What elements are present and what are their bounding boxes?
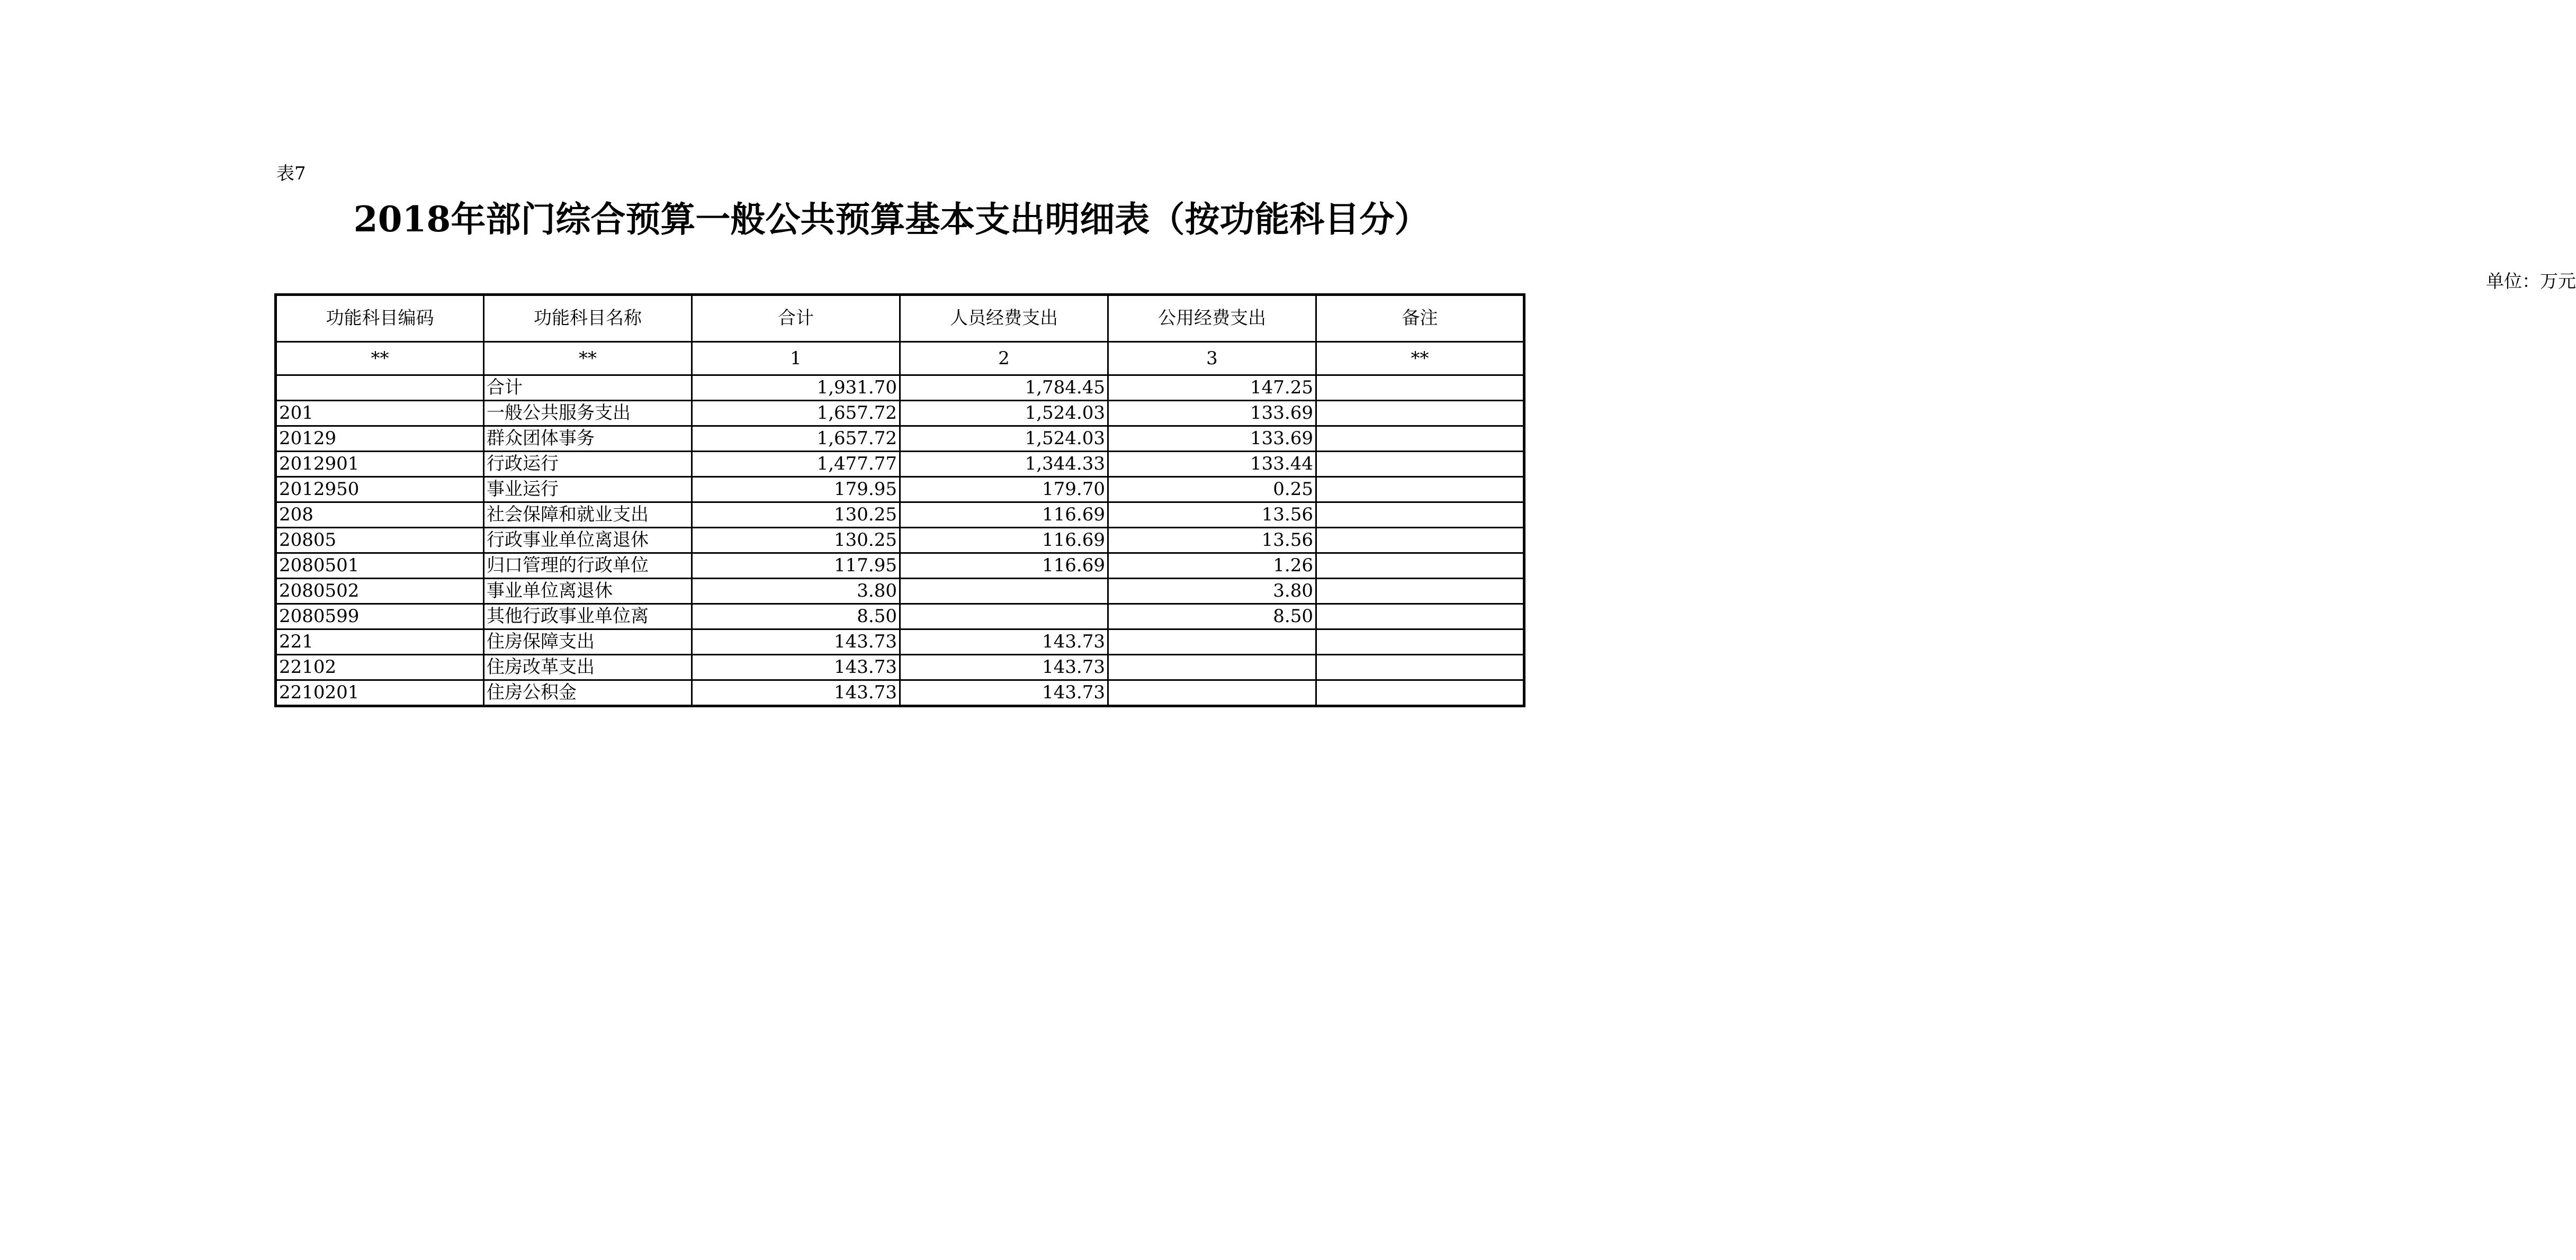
- cell-personnel: 143.73: [900, 655, 1108, 680]
- cell-code: 22102: [276, 655, 484, 680]
- cell-personnel: 179.70: [900, 477, 1108, 502]
- cell-personnel: 143.73: [900, 680, 1108, 706]
- index-cell: 1: [692, 342, 900, 375]
- cell-public: 13.56: [1108, 502, 1316, 528]
- cell-total: 117.95: [692, 553, 900, 579]
- cell-total: 143.73: [692, 655, 900, 680]
- cell-public: [1108, 680, 1316, 706]
- cell-note: [1316, 426, 1524, 452]
- table-row: [276, 375, 1524, 401]
- cell-name: 一般公共服务支出: [484, 401, 692, 426]
- cell-personnel: 1,784.45: [900, 375, 1108, 401]
- cell-total: 143.73: [692, 629, 900, 655]
- cell-public: [1108, 629, 1316, 655]
- cell-total: 1,931.70: [692, 375, 900, 401]
- table-row: [276, 452, 1524, 477]
- table-number-label: 表7: [276, 163, 306, 184]
- cell-code: 20805: [276, 528, 484, 553]
- cell-name: 住房公积金: [484, 680, 692, 706]
- cell-name: 住房改革支出: [484, 655, 692, 680]
- cell-total: 3.80: [692, 579, 900, 604]
- cell-public: 0.25: [1108, 477, 1316, 502]
- cell-note: [1316, 401, 1524, 426]
- cell-code: 20129: [276, 426, 484, 452]
- cell-name: 其他行政事业单位离: [484, 604, 692, 629]
- table-row: [276, 502, 1524, 528]
- cell-total: 1,657.72: [692, 401, 900, 426]
- cell-total: 143.73: [692, 680, 900, 706]
- cell-note: [1316, 680, 1524, 706]
- cell-note: [1316, 553, 1524, 579]
- table-row: [276, 528, 1524, 553]
- cell-note: [1316, 604, 1524, 629]
- cell-note: [1316, 528, 1524, 553]
- table-row: [276, 553, 1524, 579]
- cell-total: 179.95: [692, 477, 900, 502]
- cell-code: 201: [276, 401, 484, 426]
- cell-public: 133.44: [1108, 452, 1316, 477]
- cell-note: [1316, 452, 1524, 477]
- header-note: 备注: [1316, 295, 1524, 342]
- cell-personnel: [900, 604, 1108, 629]
- page-title: 2018年部门综合预算一般公共预算基本支出明细表（按功能科目分）: [353, 199, 1430, 240]
- cell-note: [1316, 579, 1524, 604]
- cell-code: 2210201: [276, 680, 484, 706]
- cell-total: 130.25: [692, 528, 900, 553]
- cell-total: 1,477.77: [692, 452, 900, 477]
- cell-name: 住房保障支出: [484, 629, 692, 655]
- cell-personnel: 1,524.03: [900, 401, 1108, 426]
- cell-note: [1316, 375, 1524, 401]
- cell-name: 事业单位离退休: [484, 579, 692, 604]
- table-row: [276, 655, 1524, 680]
- cell-name: 社会保障和就业支出: [484, 502, 692, 528]
- table-row: [276, 604, 1524, 629]
- index-cell: **: [1316, 342, 1524, 375]
- table-body: [276, 375, 1524, 706]
- unit-label: 单位：万元: [2486, 271, 2576, 292]
- cell-name: 合计: [484, 375, 692, 401]
- cell-public: [1108, 655, 1316, 680]
- cell-personnel: 116.69: [900, 502, 1108, 528]
- cell-total: 1,657.72: [692, 426, 900, 452]
- cell-public: 147.25: [1108, 375, 1316, 401]
- cell-public: 133.69: [1108, 401, 1316, 426]
- table-row: [276, 680, 1524, 706]
- cell-code: 2080599: [276, 604, 484, 629]
- cell-public: 13.56: [1108, 528, 1316, 553]
- cell-name: 归口管理的行政单位: [484, 553, 692, 579]
- cell-code: [276, 375, 484, 401]
- cell-personnel: 1,344.33: [900, 452, 1108, 477]
- cell-code: 2012950: [276, 477, 484, 502]
- index-cell: **: [484, 342, 692, 375]
- cell-total: 8.50: [692, 604, 900, 629]
- cell-code: 2080502: [276, 579, 484, 604]
- header-total: 合计: [692, 295, 900, 342]
- cell-name: 行政事业单位离退休: [484, 528, 692, 553]
- cell-code: 2080501: [276, 553, 484, 579]
- cell-note: [1316, 502, 1524, 528]
- cell-public: 1.26: [1108, 553, 1316, 579]
- cell-code: 208: [276, 502, 484, 528]
- table-row: [276, 629, 1524, 655]
- header-name: 功能科目名称: [484, 295, 692, 342]
- cell-personnel: 116.69: [900, 553, 1108, 579]
- budget-table: [274, 293, 1525, 707]
- cell-personnel: 1,524.03: [900, 426, 1108, 452]
- header-code: 功能科目编码: [276, 295, 484, 342]
- cell-personnel: [900, 579, 1108, 604]
- cell-note: [1316, 655, 1524, 680]
- cell-name: 行政运行: [484, 452, 692, 477]
- index-cell: 2: [900, 342, 1108, 375]
- table-row: [276, 401, 1524, 426]
- index-cell: 3: [1108, 342, 1316, 375]
- table-row: [276, 579, 1524, 604]
- cell-code: 221: [276, 629, 484, 655]
- header-row: [276, 295, 1524, 342]
- cell-public: 133.69: [1108, 426, 1316, 452]
- header-public: 公用经费支出: [1108, 295, 1316, 342]
- cell-total: 130.25: [692, 502, 900, 528]
- table-row: [276, 426, 1524, 452]
- cell-personnel: 143.73: [900, 629, 1108, 655]
- cell-code: 2012901: [276, 452, 484, 477]
- cell-public: 8.50: [1108, 604, 1316, 629]
- cell-personnel: 116.69: [900, 528, 1108, 553]
- cell-public: 3.80: [1108, 579, 1316, 604]
- index-cell: **: [276, 342, 484, 375]
- cell-name: 群众团体事务: [484, 426, 692, 452]
- cell-note: [1316, 629, 1524, 655]
- cell-name: 事业运行: [484, 477, 692, 502]
- header-personnel: 人员经费支出: [900, 295, 1108, 342]
- table-row: [276, 477, 1524, 502]
- index-row: [276, 342, 1524, 375]
- cell-note: [1316, 477, 1524, 502]
